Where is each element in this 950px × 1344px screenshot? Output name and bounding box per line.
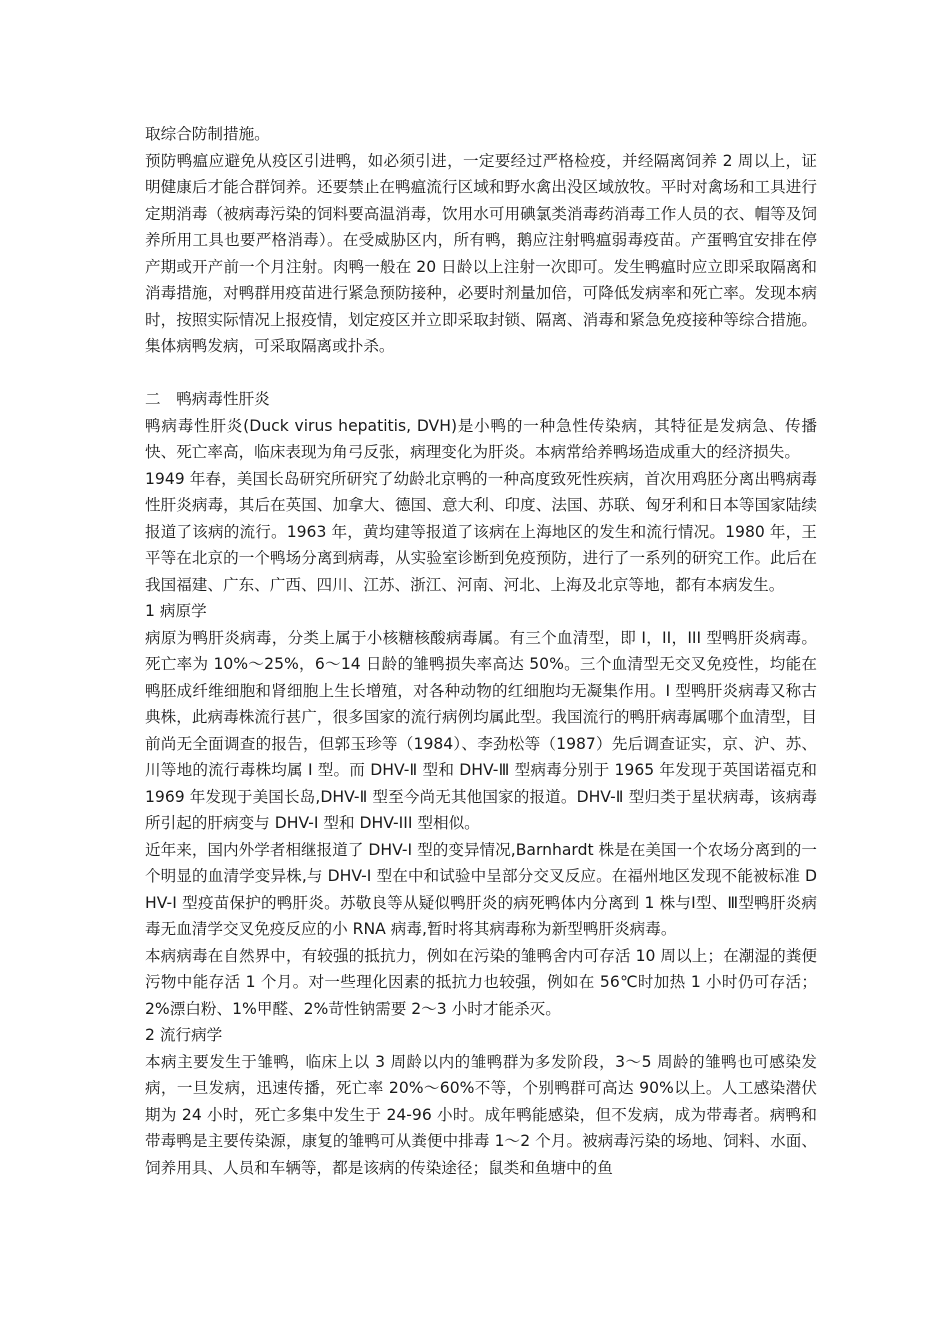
paragraph-etiology-serotypes: 病原为鸭肝炎病毒，分类上属于小核糖核酸病毒属。有三个血清型，即 I，II，III 型鸭肝炎病毒。死亡率为 10%～25%，6～14 日龄的雏鸭损失率高达 50%。三个血清型无交叉免疫性，均能在鸭胚成纤维细胞和肾细胞上生长增殖，对各种动物的红细胞均无凝集作用。I 型鸭肝炎病毒又称古典株，此病毒株流行甚广，很多国家的流行病例均属此型。我国流行的鸭肝病毒属哪个血清型，目前尚无全面调查的报告，但郭玉珍等（1984）、李劲松等（1987）先后调查证实，京、沪、苏、川等地的流行毒株均属 I 型。而 DHV-Ⅱ 型和 DHV-Ⅲ 型病毒分别于 1965 年发现于英国诺福克和 1969 年发现于美国长岛,DHV-Ⅱ 型至今尚无其他国家的报道。DHV-Ⅱ 型归类于星状病毒，该病毒所引起的肝病变与 DHV-I 型和 DHV-III 型相似。	[145, 628, 817, 832]
paragraph-etiology-variants: 近年来，国内外学者相继报道了 DHV-Ⅰ 型的变异情况,Barnhardt 株是在美国一个农场分离到的一个明显的血清学变异株,与 DHV-Ⅰ 型在中和试验中呈部分交叉反应。在福州地区发现不能被标准 DHV-Ⅰ 型疫苗保护的鸭肝炎。苏敬良等从疑似鸭肝炎的病死鸭体内分离到 1 株与Ⅰ型、Ⅲ型鸭肝炎病毒无血清学交叉免疫反应的小 RNA 病毒,暂时将其病毒称为新型鸭肝炎病毒。	[145, 840, 817, 938]
paragraph-etiology-resistance: 本病病毒在自然界中，有较强的抵抗力，例如在污染的雏鸭舍内可存活 10 周以上；在潮湿的粪便污物中能存活 1 个月。对一些理化因素的抵抗力也较强，例如在 56℃时加热 1 小时仍可存活；2%漂白粉、1%甲醛、2%苛性钠需要 2～3 小时才能杀灭。	[145, 946, 817, 1018]
paragraph-duck-plague-prevention: 预防鸭瘟应避免从疫区引进鸭，如必须引进，一定要经过严格检疫，并经隔离饲养 2 周以上，证明健康后才能合群饲养。还要禁止在鸭瘟流行区域和野水禽出没区域放牧。平时对禽场和工具进行定期消毒（被病毒污染的饲料要高温消毒，饮用水可用碘氯类消毒药消毒工作人员的衣、帽等及饲养所用工具也要严格消毒）。在受威胁区内，所有鸭，鹅应注射鸭瘟弱毒疫苗。产蛋鸭宜安排在停产期或开产前一个月注射。肉鸭一般在 20 日龄以上注射一次即可。发生鸭瘟时应立即采取隔离和消毒措施，对鸭群用疫苗进行紧急预防接种，必要时剂量加倍，可降低发病率和死亡率。发现本病时，按照实际情况上报疫情，划定疫区并立即采取封锁、隔离、消毒和紧急免疫接种等综合措施。集体病鸭发病，可采取隔离或扑杀。	[145, 151, 817, 355]
paragraph-dvh-definition: 鸭病毒性肝炎(Duck virus hepatitis, DVH)是小鸭的一种急性传染病，其特征是发病急、传播快、死亡率高，临床表现为角弓反张，病理变化为肝炎。本病常给养鸭场造成重大的经济损失。	[145, 416, 817, 461]
paragraph-prevention-intro: 取综合防制措施。	[145, 125, 270, 143]
paragraph-dvh-history: 1949 年春，美国长岛研究所研究了幼龄北京鸭的一种高度致死性疾病，首次用鸡胚分离出鸭病毒性肝炎病毒，其后在英国、加拿大、德国、意大利、印度、法国、苏联、匈牙利和日本等国家陆续报道了该病的流行。1963 年，黄均建等报道了该病在上海地区的发生和流行情况。1980 年，王平等在北京的一个鸭场分离到病毒，从实验室诊断到免疫预防，进行了一系列的研究工作。此后在我国福建、广东、广西、四川、江苏、浙江、河南、河北、上海及北京等地，都有本病发生。	[145, 469, 817, 594]
document-body	[145, 121, 817, 1181]
section-heading-duck-viral-hepatitis: 二 鸭病毒性肝炎	[145, 390, 270, 408]
paragraph-epidemiology: 本病主要发生于雏鸭，临床上以 3 周龄以内的雏鸭群为多发阶段，3～5 周龄的雏鸭也可感染发病，一旦发病，迅速传播，死亡率 20%～60%不等，个别鸭群可高达 90%以上。人工感染潜伏期为 24 小时，死亡多集中发生于 24-96 小时。成年鸭能感染，但不发病，成为带毒者。病鸭和带毒鸭是主要传染源，康复的雏鸭可从粪便中排毒 1～2 个月。被病毒污染的场地、饲料、水面、饲养用具、人员和车辆等，都是该病的传染途径；鼠类和鱼塘中的鱼	[145, 1052, 817, 1177]
subheading-epidemiology: 2 流行病学	[145, 1026, 223, 1044]
blank-line	[145, 360, 817, 387]
subheading-etiology: 1 病原学	[145, 602, 207, 620]
